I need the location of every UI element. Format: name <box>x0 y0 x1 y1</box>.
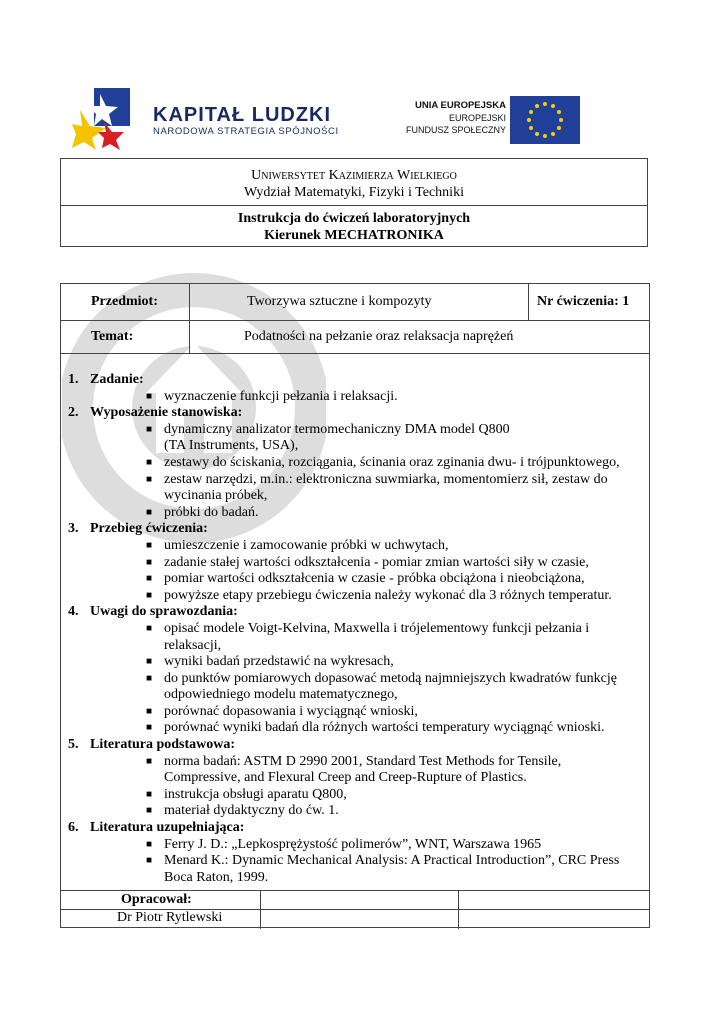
bullet-icon: ■ <box>146 506 153 518</box>
list-item: ■ porównać wyniki badań dla różnych wartości temperatury wyciągnąć wnioski. <box>146 720 605 736</box>
table-divider-1 <box>61 320 649 321</box>
prepared-by-label: Opracował: <box>121 892 192 907</box>
instruction-content <box>68 372 648 886</box>
list-item: ■ wyznaczenie funkcji pełzania i relaksacji. <box>146 388 398 404</box>
document-title: Instrukcja do ćwiczeń laboratoryjnych <box>237 211 471 226</box>
section-5 <box>68 737 648 820</box>
list-item: ■ norma badań: ASTM D 2990 2001, Standard Test Methods for Tensile, Compressive, and Flexural Creep and Creep-Rupture of Plastics. <box>146 753 562 786</box>
section-number: 1. <box>68 372 79 387</box>
eu-line-3: FUNDUSZ SPOŁECZNY <box>405 125 506 135</box>
section-number: 4. <box>68 604 79 620</box>
section-2 <box>68 405 648 521</box>
list-item: ■ zestaw narzędzi, m.in.: elektroniczna suwmiarka, momentomierz sił, zestaw do wycinania próbek, <box>146 471 608 504</box>
bullet-icon: ■ <box>146 656 153 668</box>
bullet-icon: ■ <box>146 805 153 817</box>
list-item: ■ materiał dydaktyczny do ćw. 1. <box>146 803 339 819</box>
header-university-row <box>61 159 647 206</box>
list-item: ■ Menard K.: Dynamic Mechanical Analysis: A Practical Introduction”, CRC Press Boca Raton, 1999. <box>146 853 620 885</box>
list-item: ■ porównać dopasowania i wyciągnąć wnioski, <box>146 703 418 719</box>
section-title: Literatura uzupełniająca: <box>90 820 245 836</box>
bullet-icon: ■ <box>146 423 153 435</box>
subject-label: Przedmiot: <box>91 294 158 309</box>
list-item: ■ próbki do badań. <box>146 504 259 520</box>
exercise-number: Nr ćwiczenia: 1 <box>537 294 630 309</box>
list-item: ■ zadanie stałej wartości odkształcenia - pomiar zmian wartości siły w czasie, <box>146 554 589 570</box>
author-name: Dr Piotr Rytlewski <box>117 910 223 925</box>
table-vdivider-1 <box>189 284 190 353</box>
header-title-row <box>61 206 647 248</box>
bullet-icon: ■ <box>146 838 153 850</box>
section-6 <box>68 820 648 886</box>
bullet-icon: ■ <box>146 755 153 767</box>
list-item: ■ Ferry J. D.: „Lepkosprężystość polimerów”, WNT, Warszawa 1965 <box>146 836 542 852</box>
section-number: 6. <box>68 820 79 836</box>
bullet-icon: ■ <box>146 390 153 402</box>
eu-line-1: UNIA EUROPEJSKA <box>415 100 506 111</box>
table-divider-2 <box>61 353 649 354</box>
section-title: Wyposażenie stanowiska: <box>90 405 243 421</box>
list-item: ■ instrukcja obsługi aparatu Q800, <box>146 786 347 802</box>
list-item: ■ powyższe etapy przebiegu ćwiczenia należy wykonać dla 3 różnych temperatur. <box>146 587 612 603</box>
bullet-icon: ■ <box>146 855 153 867</box>
section-number: 5. <box>68 737 79 753</box>
eu-text-block <box>400 100 506 136</box>
kapital-ludzki-logo <box>72 86 134 150</box>
subject-value: Tworzywa sztuczne i kompozyty <box>247 294 432 309</box>
bullet-icon: ■ <box>146 539 153 551</box>
eu-line-2: EUROPEJSKI <box>448 113 506 123</box>
section-1 <box>68 372 648 405</box>
bullet-icon: ■ <box>146 556 153 568</box>
eu-flag-icon <box>510 96 580 144</box>
university-name: Uniwersytet Kazimierza Wielkiego <box>251 168 457 183</box>
bullet-icon: ■ <box>146 622 153 634</box>
list-item: ■ umieszczenie i zamocowanie próbki w uchwytach, <box>146 537 449 553</box>
bullet-icon: ■ <box>146 589 153 601</box>
section-number: 2. <box>68 405 79 421</box>
section-number: 3. <box>68 521 79 537</box>
bullet-icon: ■ <box>146 473 153 485</box>
section-title: Literatura podstawowa: <box>90 737 236 753</box>
section-title: Zadanie: <box>90 372 144 387</box>
topic-label: Temat: <box>91 329 134 344</box>
list-item: ■ opisać modele Voigt-Kelvina, Maxwella i trójelementowy funkcji pełzania i relaksacji, <box>146 620 590 653</box>
list-item: ■ wyniki badań przedstawić na wykresach, <box>146 654 394 670</box>
section-4 <box>68 604 648 737</box>
bullet-icon: ■ <box>146 672 153 684</box>
section-title: Przebieg ćwiczenia: <box>90 521 208 537</box>
bullet-icon: ■ <box>146 573 153 585</box>
list-item: ■ do punktów pomiarowych dopasować metodą najmniejszych kwadratów funkcję odpowiedniego modelu matematycznego, <box>146 670 617 703</box>
topic-value: Podatności na pełzanie oraz relaksacja naprężeń <box>244 329 514 344</box>
list-item: ■ pomiar wartości odkształcenia w czasie - próbka obciążona i nieobciążona, <box>146 571 585 587</box>
footer-vdivider-2 <box>458 890 459 929</box>
list-item: ■ dynamiczny analizator termomechaniczny DMA model Q800 (TA Instruments, USA), <box>146 421 510 454</box>
bullet-icon: ■ <box>146 788 153 800</box>
bullet-icon: ■ <box>146 722 153 734</box>
section-title: Uwagi do sprawozdania: <box>90 604 238 620</box>
list-item: ■ zestawy do ściskania, rozciągania, ścinania oraz zginania dwu- i trójpunktowego, <box>146 454 620 470</box>
table-vdivider-2 <box>528 284 529 320</box>
section-3 <box>68 521 648 604</box>
footer-vdivider-1 <box>260 890 261 929</box>
kapital-ludzki-title: KAPITAŁ LUDZKI <box>153 104 332 126</box>
field-of-study: Kierunek MECHATRONIKA <box>264 228 444 243</box>
bullet-icon: ■ <box>146 456 153 468</box>
faculty-name: Wydział Matematyki, Fizyki i Techniki <box>244 185 464 200</box>
footer-divider-1 <box>61 890 649 891</box>
kapital-ludzki-subtitle: NARODOWA STRATEGIA SPÓJNOŚCI <box>153 126 339 137</box>
header-box <box>60 158 648 247</box>
bullet-icon: ■ <box>146 705 153 717</box>
